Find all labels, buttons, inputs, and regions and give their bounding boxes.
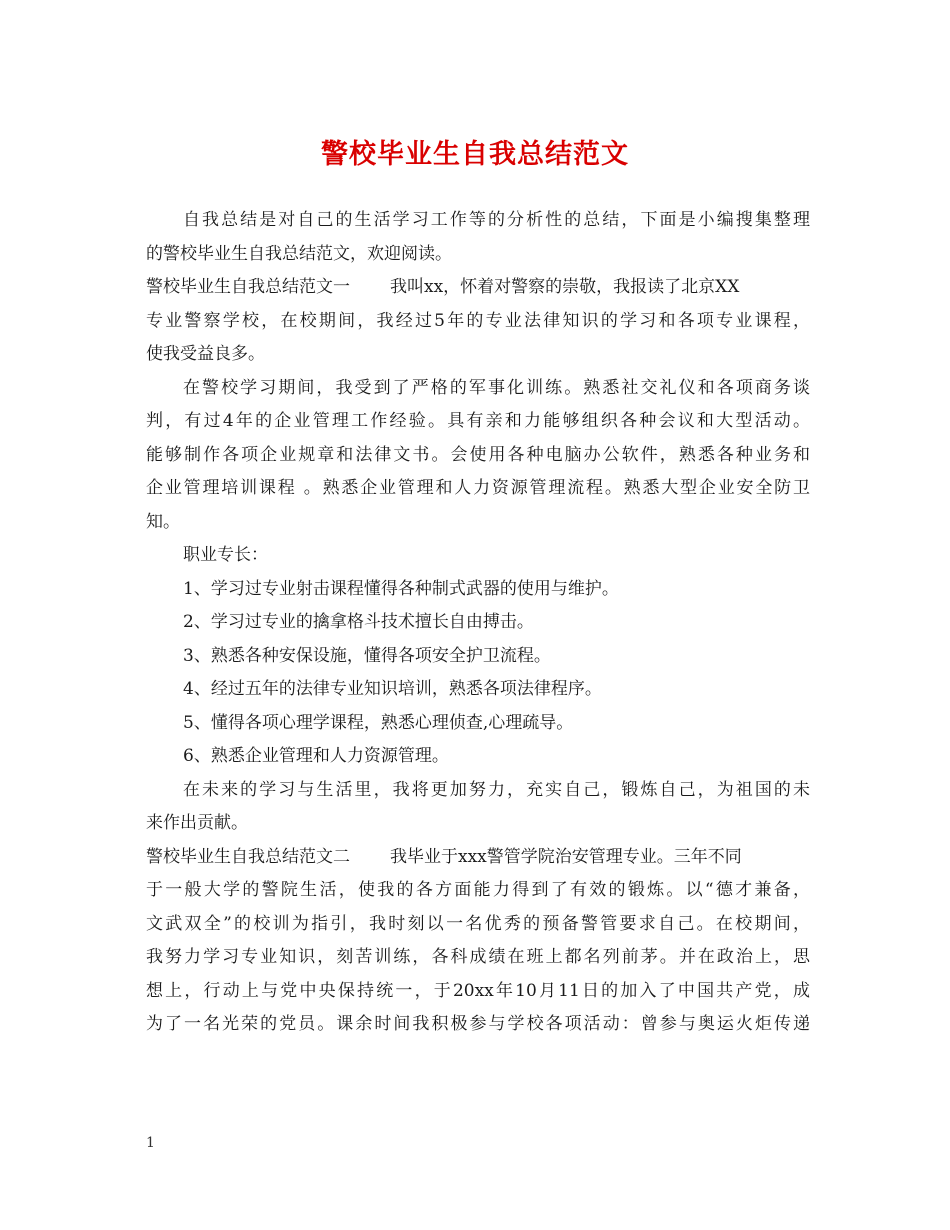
list-item: 2、学习过专业的擒拿格斗技术擅长自由搏击。 [183,612,534,632]
paragraph-line: 知。 [146,511,180,532]
paragraph-line: 为了一名光荣的党员。课余时间我积极参与学校各项活动：曾参与奥运火炬传递 [146,1014,810,1034]
paragraph-line: 专业警察学校，在校期间，我经过5年的专业法律知识的学习和各项专业课程， [146,310,810,331]
list-item: 1、学习过专业射击课程懂得各种制式武器的使用与维护。 [183,578,619,599]
paragraph-text: 我叫xx，怀着对警察的崇敬，我报读了北京XX [390,277,740,297]
document-body [146,204,810,1042]
paragraph-text: 我毕业于xxx警管学院治安管理专业。三年不同 [390,846,742,867]
paragraph-line: 企业管理培训课程 。熟悉企业管理和人力资源管理流程。熟悉大型企业安全防卫 [146,478,810,498]
paragraph-line: 能够制作各项企业规章和法律文书。会使用各种电脑办公软件，熟悉各种业务和 [146,444,810,465]
paragraph-line: 于一般大学的警院生活，使我的各方面能力得到了有效的锻炼。以“德才兼备， [146,880,810,900]
paragraph-line: 我努力学习专业知识，刻苦训练，各科成绩在班上都名列前茅。并在政治上，思 [146,947,810,967]
paragraph-line: 文武双全”的校训为指引，我时刻以一名优秀的预备警管要求自己。在校期间， [146,913,810,934]
paragraph-line: 想上，行动上与党中央保持统一，于20xx年10月11日的加入了中国共产党，成 [146,980,810,1001]
paragraph-line: 在未来的学习与生活里，我将更加努力，充实自己，锻炼自己，为祖国的未 [183,779,810,800]
paragraph-line: 使我受益良多。 [146,344,265,364]
list-item: 3、熟悉各种安保设施，懂得各项安全护卫流程。 [183,645,551,666]
list-item: 4、经过五年的法律专业知识培训，熟悉各项法律程序。 [183,679,602,699]
paragraph-line: 的警校毕业生自我总结范文，欢迎阅读。 [146,243,452,264]
paragraph-line: 来作出贡献。 [146,813,248,833]
document-title: 警校毕业生自我总结范文 [321,139,629,170]
list-heading: 职业专长： [183,545,268,565]
paragraph-line: 在警校学习期间，我受到了严格的军事化训练。熟悉社交礼仪和各项商务谈 [183,377,810,398]
list-item: 5、懂得各项心理学课程，熟悉心理侦查,心理疏导。 [183,712,574,733]
page-number: 1 [146,1135,155,1151]
section-heading-line [146,841,810,875]
list-item: 6、熟悉企业管理和人力资源管理。 [183,746,449,766]
paragraph-line: 自我总结是对自己的生活学习工作等的分析性的总结，下面是小编搜集整理 [183,210,810,230]
section-heading-two: 警校毕业生自我总结范文二 [146,846,350,867]
section-heading-line [146,271,810,305]
section-heading-one: 警校毕业生自我总结范文一 [146,277,350,297]
paragraph-line: 判，有过4年的企业管理工作经验。具有亲和力能够组织各种会议和大型活动。 [146,411,810,431]
